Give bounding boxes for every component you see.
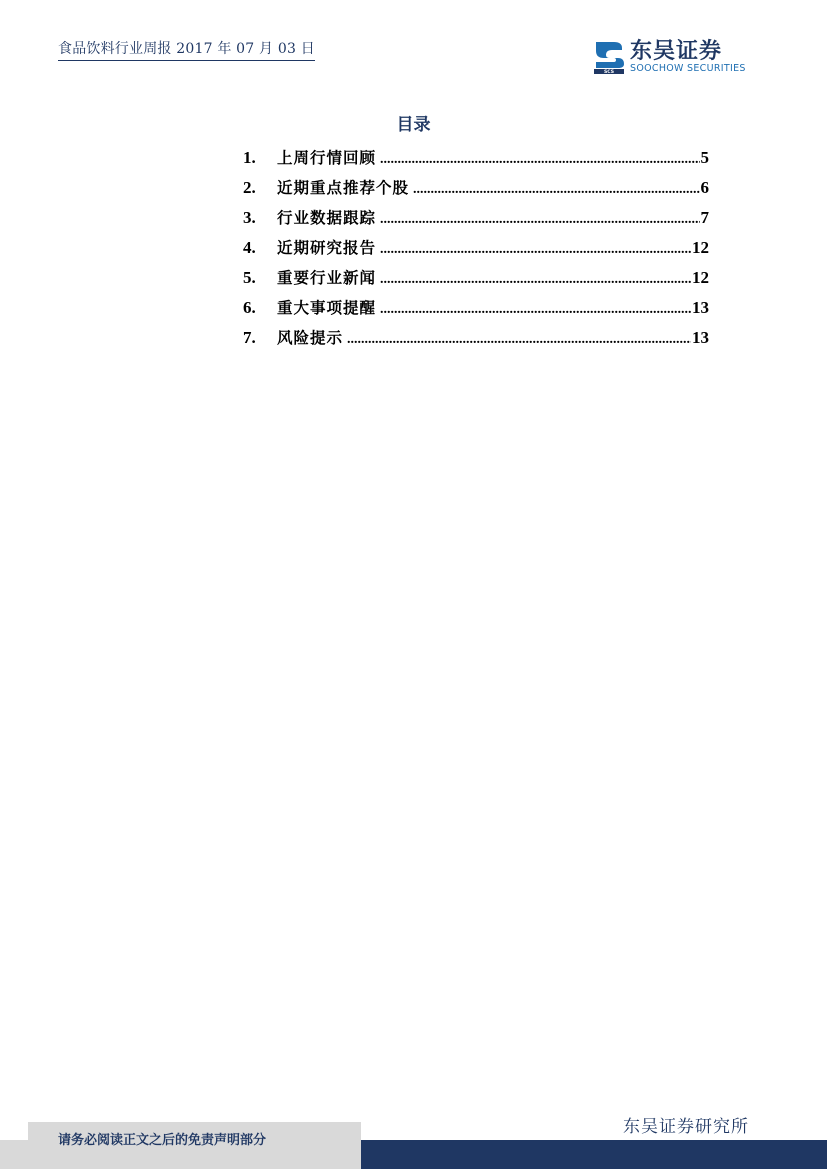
toc-dot-leader [413,182,699,198]
toc-entry-number: 5. [243,268,256,287]
toc-dot-leader [380,212,699,228]
toc-entry-6[interactable] [243,296,709,326]
toc-entry-number: 2. [243,178,256,197]
toc-entry-2[interactable] [243,176,709,206]
table-of-contents [243,146,709,356]
toc-dot-leader [347,332,691,348]
toc-dot-leader [380,152,699,168]
toc-title: 目录 [396,115,431,135]
toc-entry-number: 4. [243,238,256,257]
toc-entry-label: 近期重点推荐个股 [277,179,410,197]
company-logo [592,36,762,78]
toc-entry-page: 12 [692,268,709,287]
logo-mark-text: SCS [603,70,615,74]
toc-entry-page: 7 [700,208,709,227]
toc-entry-label: 重要行业新闻 [277,269,377,287]
toc-entry-label: 近期研究报告 [277,239,377,257]
toc-entry-7[interactable] [243,326,709,356]
report-header-title: 食品饮料行业周报 2017 年 07 月 03 日 [58,38,315,61]
footer-disclaimer: 请务必阅读正文之后的免责声明部分 [58,1133,267,1148]
toc-entry-number: 3. [243,208,256,227]
toc-entry-page: 13 [692,328,709,347]
toc-dot-leader [380,242,691,258]
toc-entry-label: 行业数据跟踪 [277,209,377,227]
scs-logo-icon [592,38,626,74]
toc-entry-number: 7. [243,328,256,347]
toc-entry-4[interactable] [243,236,709,266]
toc-entry-page: 13 [692,298,709,317]
toc-entry-page: 12 [692,238,709,257]
toc-entry-3[interactable] [243,206,709,236]
toc-entry-page: 5 [700,148,709,167]
toc-entry-5[interactable] [243,266,709,296]
toc-entry-1[interactable] [243,146,709,176]
toc-entry-label: 上周行情回顾 [277,149,377,167]
toc-entry-label: 重大事项提醒 [277,299,377,317]
toc-dot-leader [380,302,691,318]
toc-entry-number: 6. [243,298,256,317]
toc-dot-leader [380,272,691,288]
logo-english-name: SOOCHOW SECURITIES [630,63,746,74]
logo-chinese-name: 东吴证券 [630,39,723,64]
toc-entry-number: 1. [243,148,256,167]
toc-entry-label: 风险提示 [277,329,344,347]
footer-organization: 东吴证券研究所 [623,1117,749,1137]
toc-entry-page: 6 [700,178,709,197]
